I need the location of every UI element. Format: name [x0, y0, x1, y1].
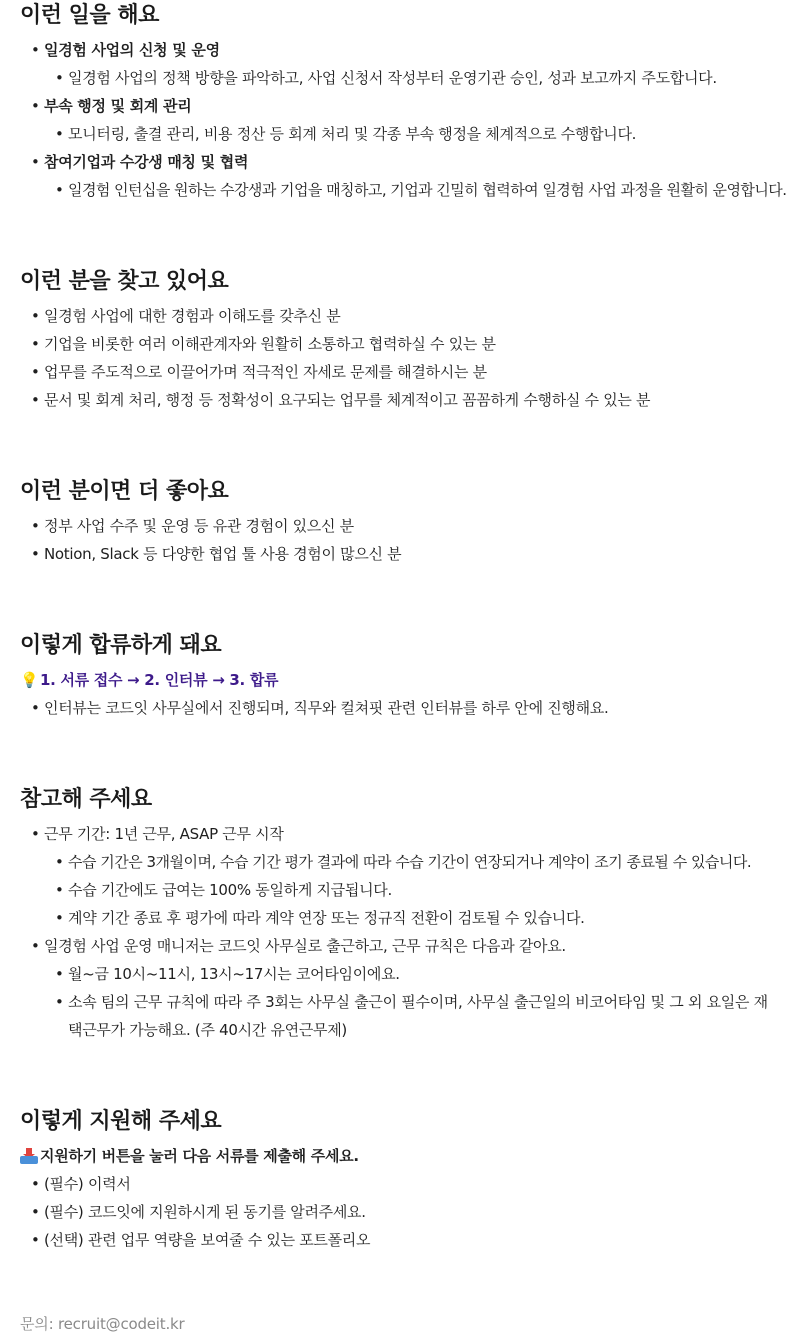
bullet: •	[31, 363, 40, 381]
list-item-text: 업무를 주도적으로 이끌어가며 적극적인 자세로 문제를 해결하시는 분	[44, 363, 487, 381]
bullet: •	[31, 97, 40, 115]
bullet: •	[31, 825, 40, 843]
bullet: •	[31, 517, 40, 535]
bullet: •	[31, 1203, 40, 1221]
apply-callout	[20, 1142, 359, 1170]
section-heading-duties: 이런 일을 해요	[20, 3, 159, 28]
section-heading-process: 이렇게 합류하게 돼요	[20, 633, 222, 658]
list-item-text: 인터뷰는 코드잇 사무실에서 진행되며, 직무와 컬쳐핏 관련 인터뷰를 하루 안에 진행해요.	[44, 699, 609, 717]
apply-instruction: 지원하기 버튼을 눌러 다음 서류를 제출해 주세요.	[40, 1147, 359, 1165]
section-heading-notes: 참고해 주세요	[20, 787, 152, 812]
section-heading-requirements: 이런 분을 찾고 있어요	[20, 269, 229, 294]
bullet: •	[31, 41, 40, 59]
list-item-title: 부속 행정 및 회계 관리	[44, 97, 192, 115]
bullet: •	[31, 699, 40, 717]
bullet: •	[55, 909, 64, 927]
list-item-title: 일경험 사업의 신청 및 운영	[44, 41, 220, 59]
list-item-text: 모니터링, 출결 관리, 비용 정산 등 회계 처리 및 각종 부속 행정을 체계적으로 수행합니다.	[68, 125, 637, 143]
section-heading-preferred: 이런 분이면 더 좋아요	[20, 479, 229, 504]
bullet: •	[55, 853, 64, 871]
list-item-text: Notion, Slack 등 다양한 협업 툴 사용 경험이 많으신 분	[44, 545, 402, 563]
bullet: •	[31, 1175, 40, 1193]
process-callout	[20, 666, 278, 694]
bullet: •	[55, 881, 64, 899]
list-item-text: (필수) 이력서	[44, 1175, 131, 1193]
bullet: •	[31, 545, 40, 563]
bullet: •	[31, 1231, 40, 1249]
list-item-text: 근무 기간: 1년 근무, ASAP 근무 시작	[44, 825, 284, 843]
bullet: •	[31, 307, 40, 325]
bullet: •	[55, 125, 64, 143]
list-item-text: 일경험 사업에 대한 경험과 이해도를 갖추신 분	[44, 307, 341, 325]
bullet: •	[55, 181, 64, 199]
bullet: •	[31, 335, 40, 353]
list-item-text: 일경험 인턴십을 원하는 수강생과 기업을 매칭하고, 기업과 긴밀히 협력하여 일경험 사업 과정을 원활히 운영합니다.	[68, 181, 787, 199]
bullet: •	[55, 993, 64, 1011]
list-item-text: 수습 기간은 3개월이며, 수습 기간 평가 결과에 따라 수습 기간이 연장되거나 계약이 조기 종료될 수 있습니다.	[68, 853, 752, 871]
bullet: •	[31, 391, 40, 409]
list-item-text: 월~금 10시~11시, 13시~17시는 코어타임이에요.	[68, 965, 400, 983]
section-heading-apply: 이렇게 지원해 주세요	[20, 1109, 222, 1134]
process-steps: 1. 서류 접수 → 2. 인터뷰 → 3. 합류	[40, 671, 279, 689]
list-item-text: 수습 기간에도 급여는 100% 동일하게 지급됩니다.	[68, 881, 392, 899]
list-item-text: 기업을 비롯한 여러 이해관계자와 원활히 소통하고 협력하실 수 있는 분	[44, 335, 496, 353]
bullet: •	[55, 69, 64, 87]
list-item-text: 일경험 사업 운영 매니저는 코드잇 사무실로 출근하고, 근무 규칙은 다음과 같아요.	[44, 937, 566, 955]
bullet: •	[31, 937, 40, 955]
list-item-text: (선택) 관련 업무 역량을 보여줄 수 있는 포트폴리오	[44, 1231, 371, 1249]
list-item-text: 소속 팀의 근무 규칙에 따라 주 3회는 사무실 출근이 필수이며, 사무실 출근일의 비코어타임 및 그 외 요일은 재택근무가 가능해요. (주 40시간 유연근무제)	[68, 993, 768, 1039]
list-item-text: 문서 및 회계 처리, 행정 등 정확성이 요구되는 업무를 체계적이고 꼼꼼하게 수행하실 수 있는 분	[44, 391, 651, 409]
list-item-text: 계약 기간 종료 후 평가에 따라 계약 연장 또는 정규직 전환이 검토될 수 있습니다.	[68, 909, 585, 927]
contact-footer: 문의: recruit@codeit.kr	[20, 1315, 185, 1333]
inbox-tray-icon	[20, 1148, 38, 1164]
list-item-text: (필수) 코드잇에 지원하시게 된 동기를 알려주세요.	[44, 1203, 366, 1221]
list-item-text: 정부 사업 수주 및 운영 등 유관 경험이 있으신 분	[44, 517, 354, 535]
list-item-text: 일경험 사업의 정책 방향을 파악하고, 사업 신청서 작성부터 운영기관 승인, 성과 보고까지 주도합니다.	[68, 69, 717, 87]
bullet: •	[31, 153, 40, 171]
lightbulb-icon: 💡	[20, 671, 39, 689]
bullet: •	[55, 965, 64, 983]
list-item-title: 참여기업과 수강생 매칭 및 협력	[44, 153, 249, 171]
